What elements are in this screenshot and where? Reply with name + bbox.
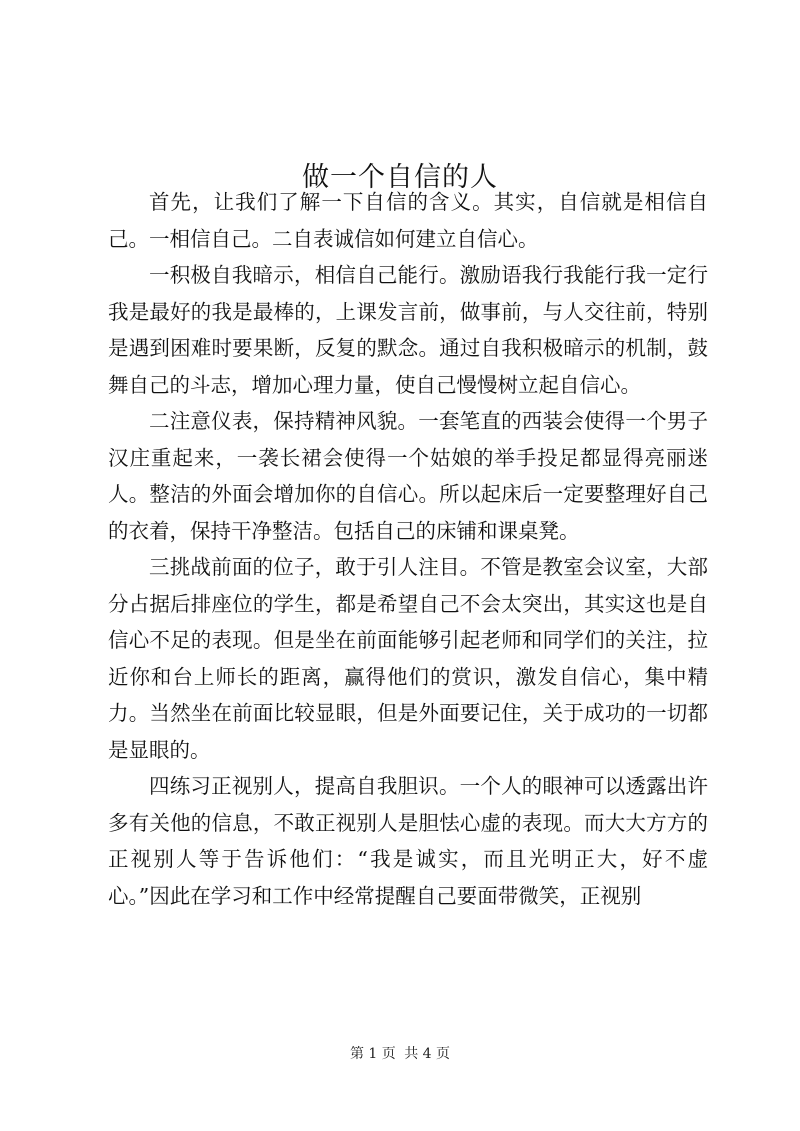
paragraph-2: 一积极自我暗示，相信自己能行。激励语我行我能行我一定行我是最好的我是最棒的，上课发言前，做事前，与人交往前，特别是遇到困难时要果断，反复的默念。通过自我积极暗示的机制，鼓舞自己的斗志，增加心理力量，使自己慢慢树立起自信心。 — [108, 263, 708, 397]
page-footer — [0, 1044, 800, 1064]
paragraph-3: 二注意仪表，保持精神风貌。一套笔直的西装会使得一个男子汉庄重起来，一袭长裙会使得一个姑娘的举手投足都显得亮丽迷人。整洁的外面会增加你的自信心。所以起床后一定要整理好自己的衣着，保持干净整洁。包括自己的床铺和课桌凳。 — [108, 409, 708, 543]
document-body — [108, 184, 708, 914]
paragraph-1: 首先，让我们了解一下自信的含义。其实，自信就是相信自己。一相信自己。二自表诚信如何建立自信心。 — [108, 190, 708, 251]
paragraph-4: 三挑战前面的位子，敢于引人注目。不管是教室会议室，大部分占据后排座位的学生，都是希望自己不会太突出，其实这也是自信心不足的表现。但是坐在前面能够引起老师和同学们的关注，拉近你和台上师长的距离，赢得他们的赏识，激发自信心，集中精力。当然坐在前面比较显眼，但是外面要记住，关于成功的一切都是显眼的。 — [108, 555, 708, 762]
paragraph-5: 四练习正视别人，提高自我胆识。一个人的眼神可以透露出许多有关他的信息，不敢正视别人是胆怯心虚的表现。而大大方方的正视别人等于告诉他们：“我是诚实，而且光明正大，好不虚心。”因此在学习和工作中经常提醒自己要面带微笑，正视别 — [108, 774, 708, 908]
page-number: 第 1 页 — [349, 1046, 396, 1062]
page-total: 共 4 页 — [404, 1046, 451, 1062]
document-title: 做一个自信的人 — [302, 162, 498, 194]
